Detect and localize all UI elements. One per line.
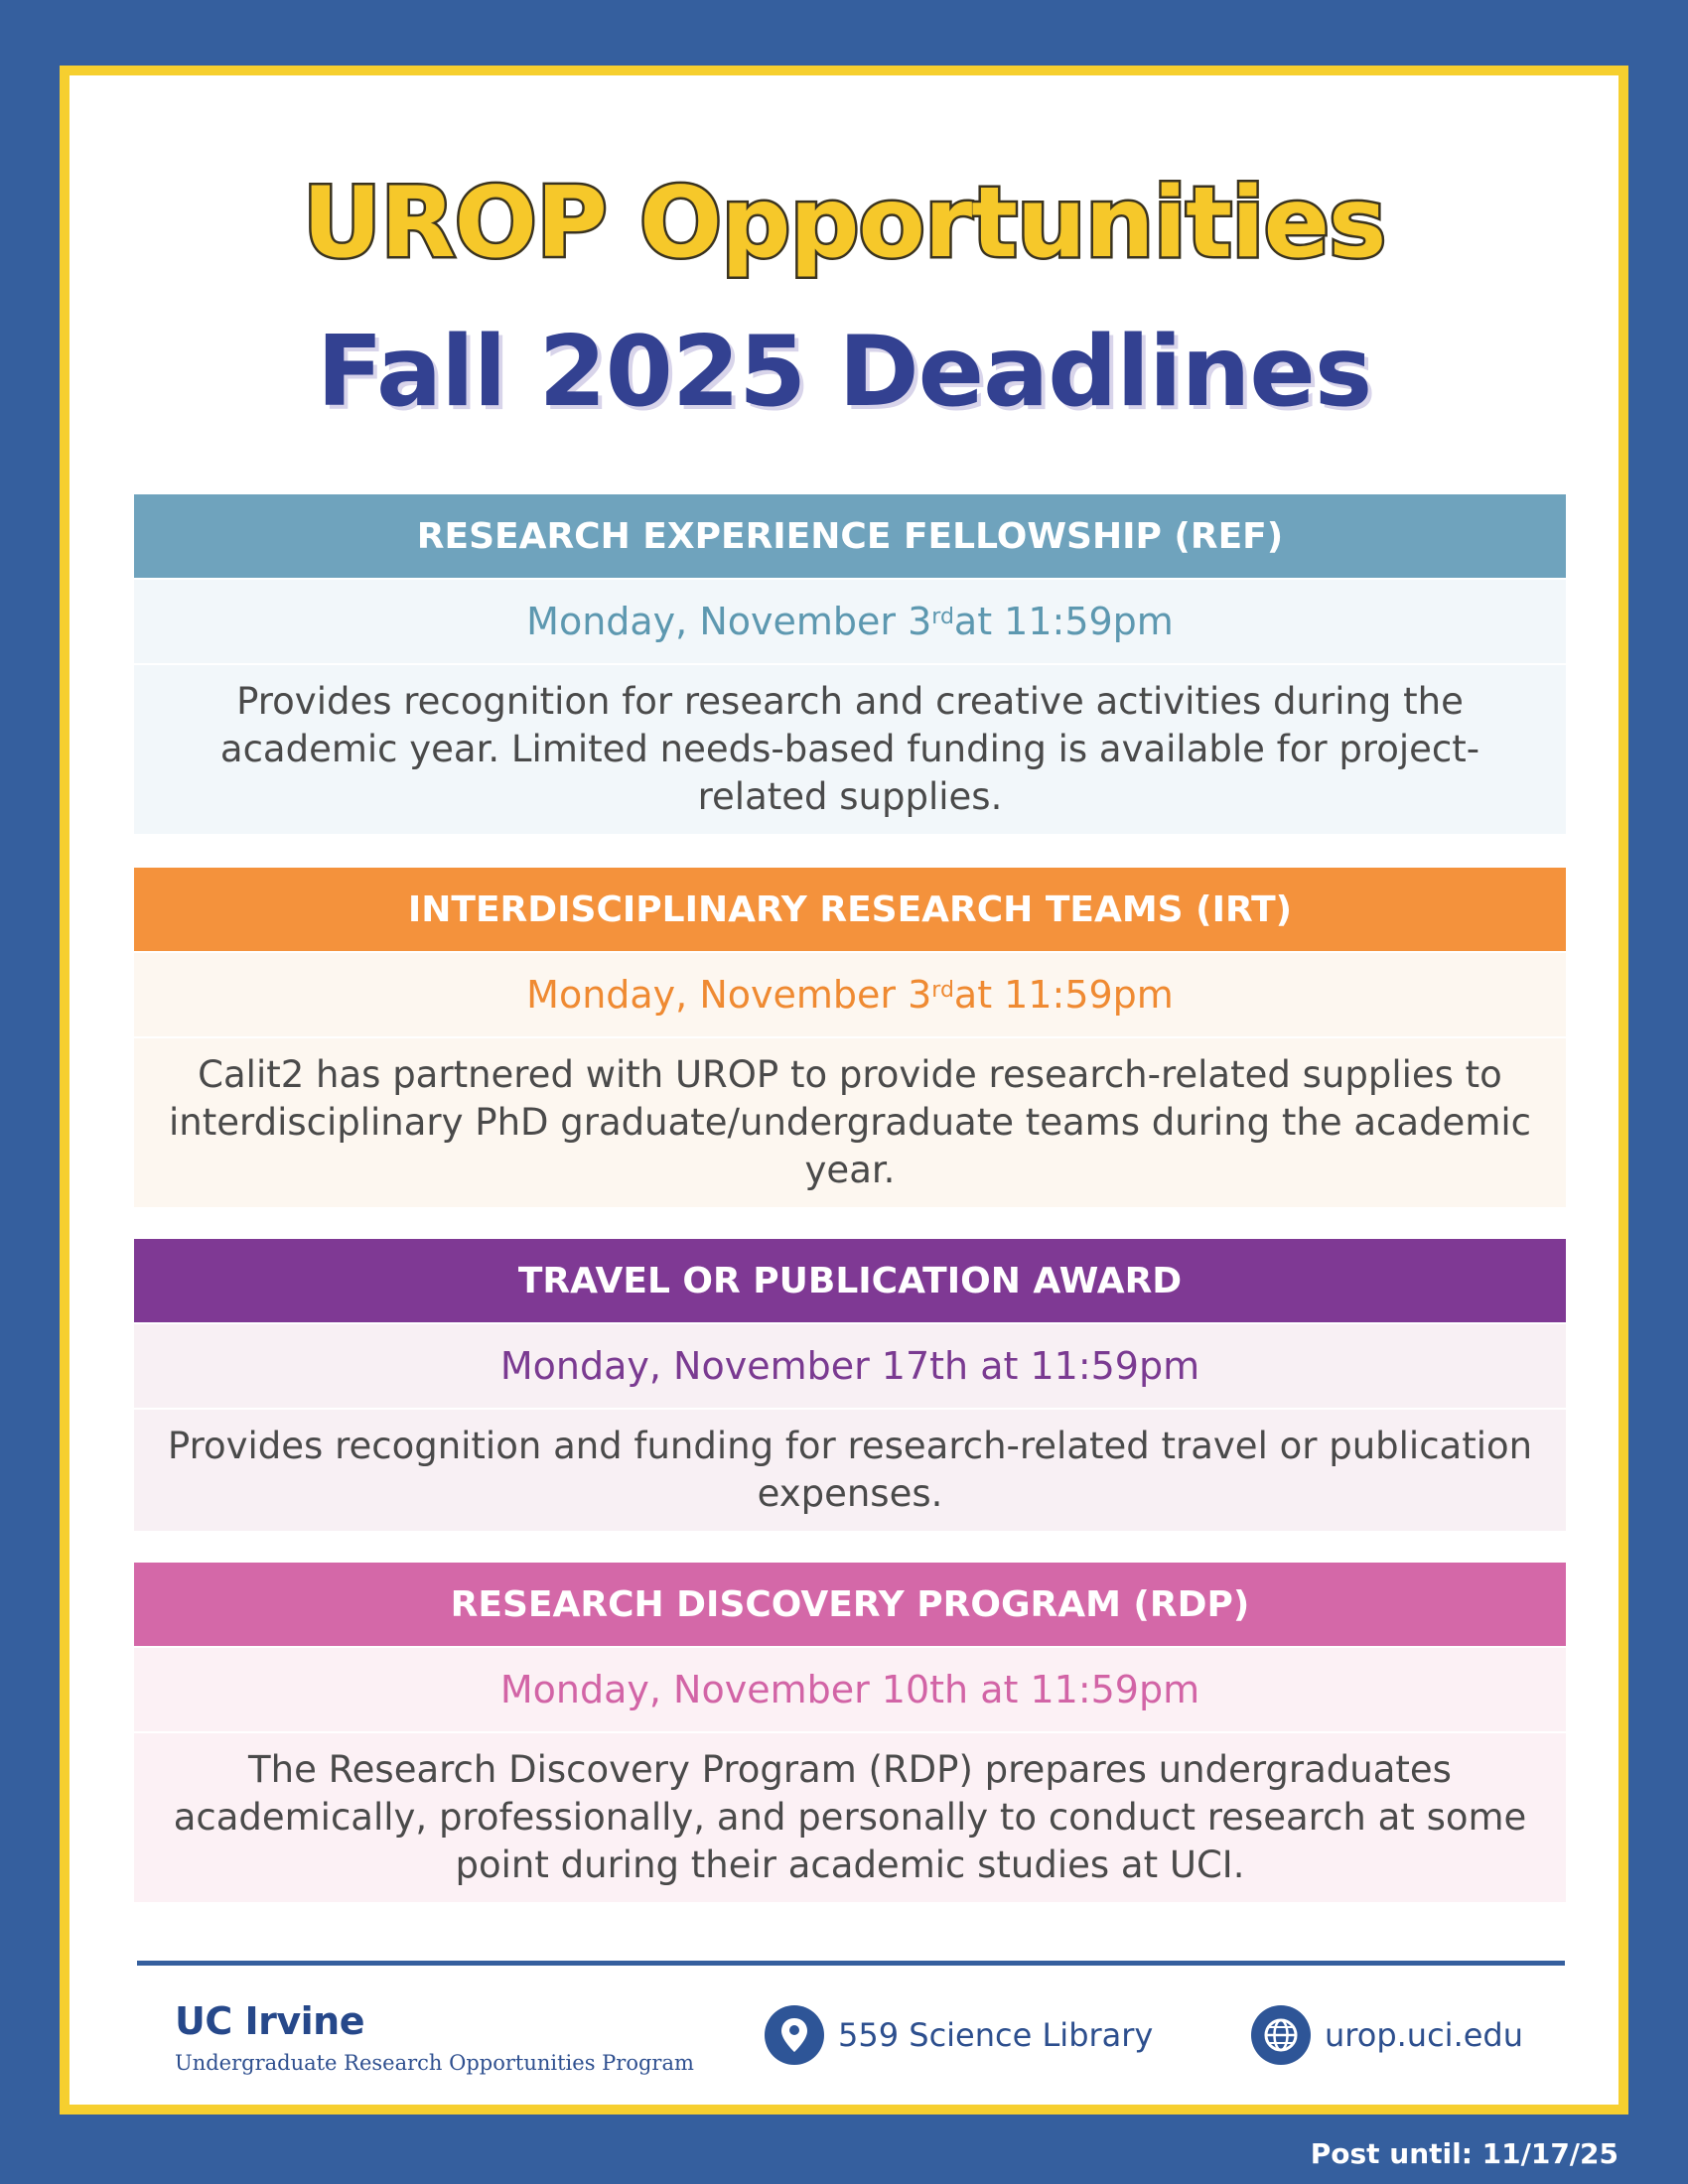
title-line-2: Fall 2025 Deadlines — [316, 316, 1372, 429]
section-description: Provides recognition and funding for research-related travel or publication expenses. — [134, 1410, 1566, 1531]
section-irt — [134, 868, 1566, 1207]
map-pin-icon — [765, 2005, 824, 2065]
section-travel-award — [134, 1239, 1566, 1531]
deadline-text: Monday, November 3 — [526, 973, 932, 1017]
title-line-1: UROP Opportunities — [302, 167, 1386, 280]
uc-irvine-logo: UC Irvine — [175, 1999, 364, 2043]
website-item — [1251, 2005, 1523, 2065]
section-ref — [134, 494, 1566, 834]
section-heading: RESEARCH EXPERIENCE FELLOWSHIP (REF) — [134, 494, 1566, 578]
flyer-card — [60, 66, 1628, 2115]
section-description: Provides recognition for research and creative activities during the academic year. Limited needs-based funding is available for project-related supplies. — [134, 665, 1566, 834]
deadline-time: at 11:59pm — [953, 600, 1174, 643]
deadline-text: Monday, November 3 — [526, 600, 932, 643]
section-deadline — [134, 1324, 1566, 1408]
website-link[interactable]: urop.uci.edu — [1325, 2016, 1524, 2054]
section-deadline: Monday, November 3 $^{rd}$ at 11:59pm — [134, 953, 1566, 1036]
deadline-time: at 11:59pm — [953, 973, 1174, 1017]
globe-icon — [1251, 2005, 1311, 2065]
footer-divider — [137, 1961, 1565, 1966]
section-description: The Research Discovery Program (RDP) prepares undergraduates academically, professionally, and personally to conduct research at some point during their academic studies at UCI. — [134, 1733, 1566, 1902]
post-until-note: Post until: 11/17/25 — [1310, 2137, 1618, 2170]
deadline-text: Monday, November 10th at 11:59pm — [499, 1668, 1200, 1711]
section-deadline: Monday, November 3 $^{rd}$ at 11:59pm — [134, 580, 1566, 663]
deadline-text: Monday, November 17th at 11:59pm — [499, 1344, 1200, 1388]
section-deadline — [134, 1648, 1566, 1731]
location-text: 559 Science Library — [838, 2016, 1154, 2054]
location-item — [765, 2005, 1153, 2065]
program-name: Undergraduate Research Opportunities Program — [175, 2051, 694, 2075]
section-rdp — [134, 1563, 1566, 1902]
section-heading: RESEARCH DISCOVERY PROGRAM (RDP) — [134, 1563, 1566, 1646]
section-heading: INTERDISCIPLINARY RESEARCH TEAMS (IRT) — [134, 868, 1566, 951]
section-heading: TRAVEL OR PUBLICATION AWARD — [134, 1239, 1566, 1322]
section-description: Calit2 has partnered with UROP to provide research-related supplies to interdisciplinary PhD graduate/undergraduate teams during the academic year. — [134, 1038, 1566, 1207]
